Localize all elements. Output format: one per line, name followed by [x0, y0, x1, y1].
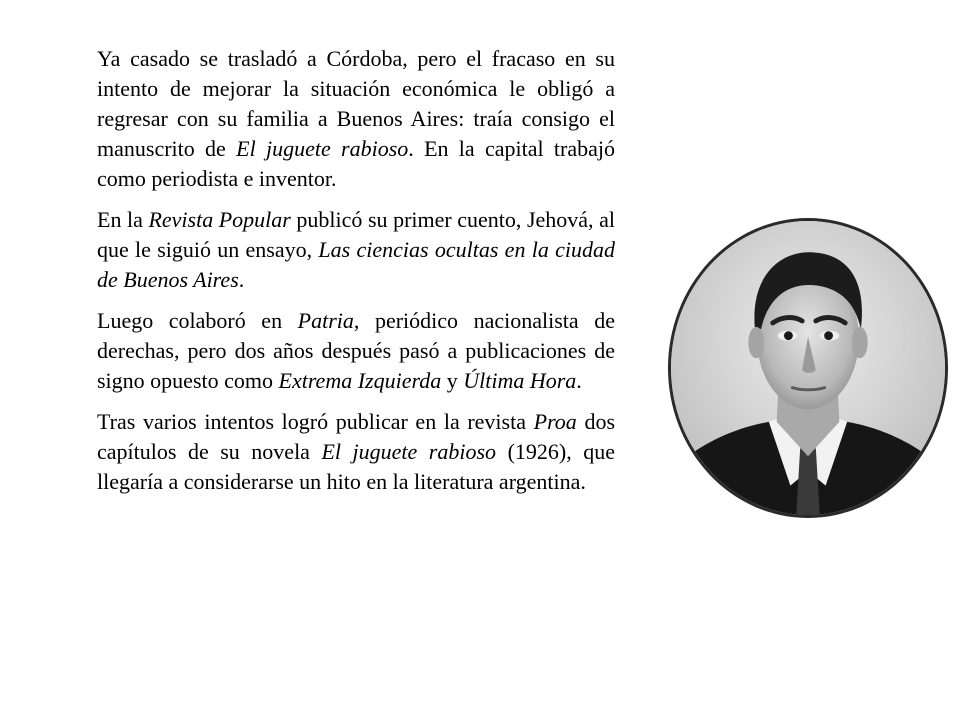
paragraph-3-title-patria: Patria — [297, 308, 354, 333]
text-column — [97, 44, 615, 508]
paragraph-2-title-las-ciencias-ocultas: Las ciencias ocultas en la ciudad de Buenos Aires — [97, 237, 615, 292]
paragraph-4-title-proa: Proa — [533, 409, 577, 434]
paragraph-1-title-el-juguete-rabioso: El juguete rabioso — [236, 136, 409, 161]
paragraph-4-text-1: Tras varios intentos logró publicar en la revista — [97, 409, 534, 434]
paragraph-3-text-2: , periódico nacionalista de derechas, pero dos años después pasó a publicaciones de signo opuesto como — [97, 308, 615, 393]
paragraph-1 — [97, 44, 615, 194]
paragraph-1-text-2: . En la capital trabajó como periodista e inventor. — [97, 136, 615, 191]
paragraph-3-text-4: . — [576, 368, 582, 393]
paragraph-4-text-3: (1926), que llegaría a considerarse un hito en la literatura argentina. — [97, 439, 615, 494]
paragraph-4 — [97, 407, 615, 497]
paragraph-2-text-3: . — [238, 267, 245, 292]
paragraph-3-title-ultima-hora: Última Hora — [463, 368, 577, 393]
paragraph-2-title-revista-popular: Revista Popular — [148, 207, 291, 232]
paragraph-3-text-3: y — [441, 368, 464, 393]
paragraph-2-text-2: publicó su primer cuento, Jehová, al que le siguió un ensayo, — [97, 207, 615, 262]
portrait-photo — [668, 218, 948, 518]
paragraph-4-title-el-juguete-rabioso: El juguete rabioso — [321, 439, 497, 464]
paragraph-3-text-1: Luego colaboró en — [97, 308, 298, 333]
paragraph-1-text-1: Ya casado se trasladó a Córdoba, pero el fracaso en su intento de mejorar la situación económica le obligó a regresar con su familia a Buenos Aires: traía consigo el manuscrito de — [97, 46, 615, 161]
paragraph-2 — [97, 205, 615, 295]
portrait-photo-icon — [671, 221, 945, 515]
paragraph-2-text-1: En la — [97, 207, 149, 232]
paragraph-3 — [97, 306, 615, 396]
paragraph-3-title-extrema-izquierda: Extrema Izquierda — [278, 368, 442, 393]
paragraph-4-text-2: dos capítulos de su novela — [97, 409, 616, 464]
